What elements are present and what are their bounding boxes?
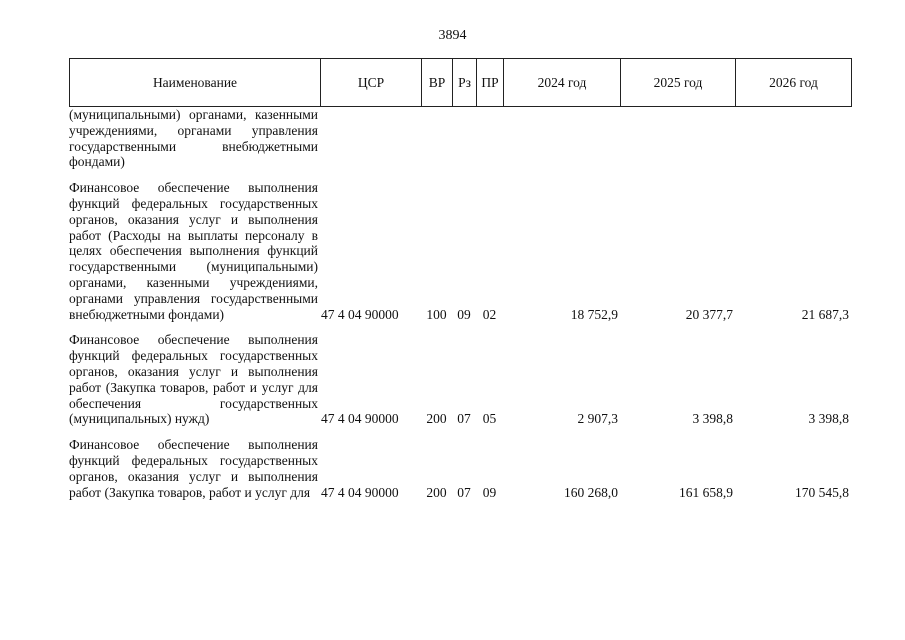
- row-2026: 3 398,8: [808, 411, 849, 427]
- row-2026: 170 545,8: [795, 484, 849, 500]
- header-pr: ПР: [477, 59, 504, 107]
- header-2025: 2025 год: [621, 59, 736, 107]
- header-vr: ВР: [422, 59, 453, 107]
- row-2024: [503, 107, 620, 180]
- row-rz: 09: [457, 306, 471, 322]
- row-vr: 100: [426, 306, 447, 322]
- row-pr: 09: [482, 484, 497, 500]
- row-name: (муниципальными) органами, казенными учреждениями, органами управления государственными внебюджетными фондами): [69, 107, 318, 170]
- header-2024: 2024 год: [504, 59, 621, 107]
- header-2026: 2026 год: [736, 59, 852, 107]
- row-2024: 2 907,3: [577, 411, 618, 427]
- page-number: 3894: [438, 28, 467, 43]
- row-name: Финансовое обеспечение выполнения функций федеральных государственных органов, оказания услуг и выполнения работ (Расходы на выплаты персоналу в целях обеспечения выполнения функций государственными (муниципальными) органами, казенными учреждениями, органами управления государственными внебюджетными фондами): [69, 180, 318, 322]
- row-csr: 47 4 04 90000: [321, 411, 399, 427]
- table-row: [69, 332, 851, 437]
- row-rz: 07: [457, 484, 471, 500]
- table-row: [69, 437, 851, 500]
- header-csr: ЦСР: [321, 59, 422, 107]
- header-rz: Рз: [453, 59, 477, 107]
- table-row: [69, 107, 851, 180]
- row-vr: 200: [426, 411, 447, 427]
- table-row: [69, 180, 851, 332]
- row-2024: 160 268,0: [564, 484, 618, 500]
- row-2025: 20 377,7: [685, 306, 733, 322]
- header-name: Наименование: [70, 59, 321, 107]
- row-2026: [735, 107, 851, 180]
- row-csr: [320, 107, 421, 180]
- row-2026: 21 687,3: [801, 306, 849, 322]
- row-vr: [421, 107, 452, 180]
- row-2025: [620, 107, 735, 180]
- row-csr: 47 4 04 90000: [321, 306, 399, 322]
- row-pr: 05: [482, 411, 497, 427]
- row-2025: 161 658,9: [679, 484, 733, 500]
- table-header: [69, 58, 852, 107]
- row-rz: 07: [457, 411, 471, 427]
- row-pr: [476, 107, 503, 180]
- row-pr: 02: [482, 306, 497, 322]
- row-vr: 200: [426, 484, 447, 500]
- row-2025: 3 398,8: [692, 411, 733, 427]
- row-name: Финансовое обеспечение выполнения функций федеральных государственных органов, оказания услуг и выполнения работ (Закупка товаров, работ и услуг для: [69, 437, 318, 500]
- budget-table: [69, 107, 851, 500]
- row-2024: 18 752,9: [570, 306, 618, 322]
- row-csr: 47 4 04 90000: [321, 484, 399, 500]
- row-name: Финансовое обеспечение выполнения функций федеральных государственных органов, оказания услуг и выполнения работ (Закупка товаров, работ и услуг для обеспечения государственных (муниципальных) нужд): [69, 332, 318, 427]
- row-rz: [452, 107, 476, 180]
